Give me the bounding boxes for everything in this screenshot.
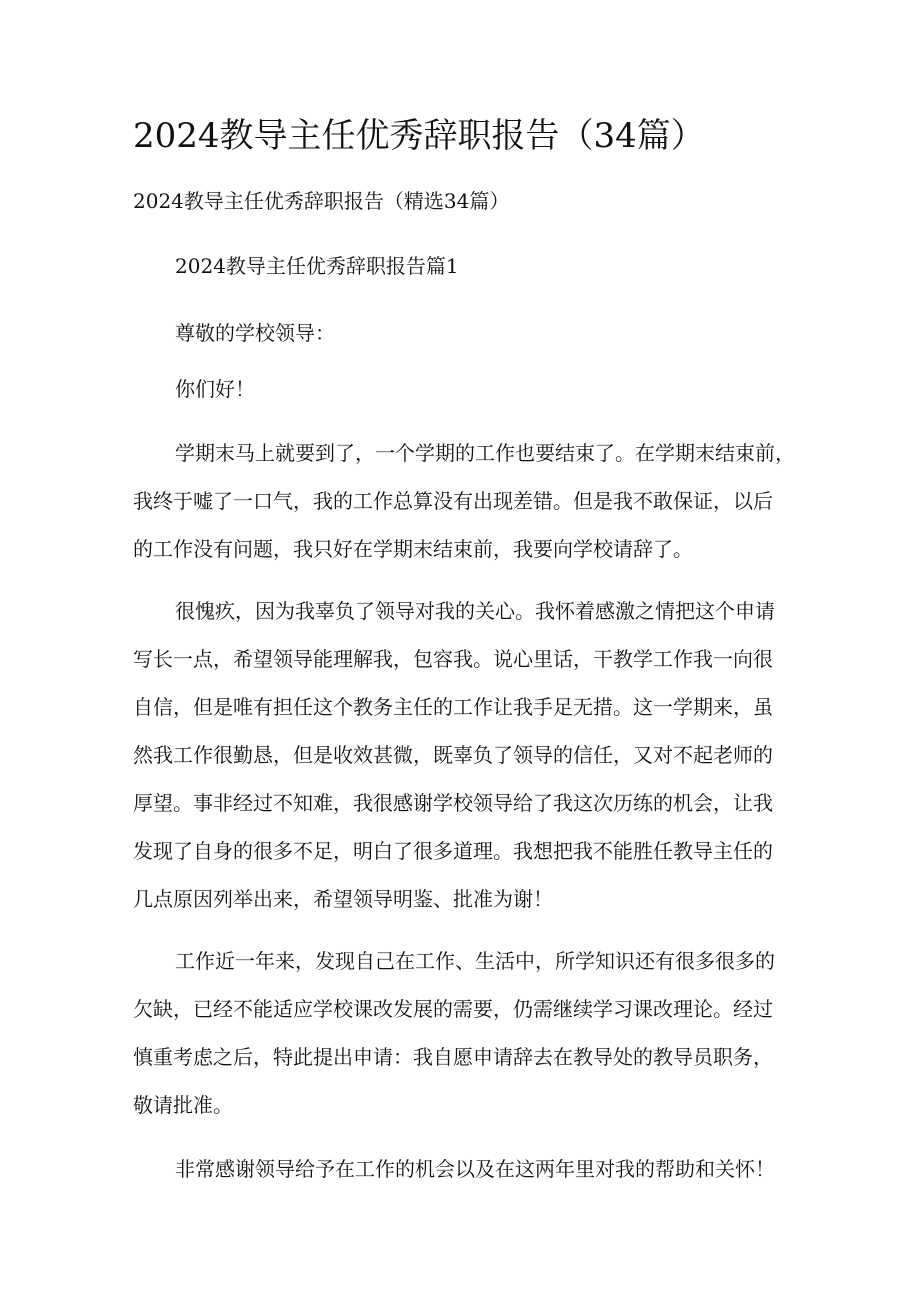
paragraph-2-line-2: 写长一点，希望领导能理解我，包容我。说心里话，干教学工作我一向很 — [133, 647, 773, 671]
document-title: 2024教导主任优秀辞职报告（34篇） — [133, 116, 705, 156]
paragraph-1-line-2: 我终于嘘了一口气，我的工作总算没有出现差错。但是我不敢保证，以后 — [133, 489, 773, 513]
paragraph-2-line-6: 发现了自身的很多不足，明白了很多道理。我想把我不能胜任教导主任的 — [133, 839, 773, 863]
salutation: 尊敬的学校领导： — [175, 321, 335, 345]
greeting: 你们好！ — [175, 377, 255, 401]
document-subtitle: 2024教导主任优秀辞职报告（精选34篇） — [133, 189, 510, 213]
paragraph-3-line-4: 敬请批准。 — [133, 1093, 233, 1117]
paragraph-3-line-3: 慎重考虑之后，特此提出申请：我自愿申请辞去在教导处的教导员职务， — [133, 1045, 773, 1069]
paragraph-1-line-3: 的工作没有问题，我只好在学期末结束前，我要向学校请辞了。 — [133, 537, 693, 561]
paragraph-2-line-5: 厚望。事非经过不知难，我很感谢学校领导给了我这次历练的机会，让我 — [133, 791, 773, 815]
paragraph-3-line-2: 欠缺，已经不能适应学校课改发展的需要，仍需继续学习课改理论。经过 — [133, 997, 773, 1021]
paragraph-2-line-4: 然我工作很勤恳，但是收效甚微，既辜负了领导的信任，又对不起老师的 — [133, 743, 773, 767]
section-heading: 2024教导主任优秀辞职报告篇1 — [175, 254, 459, 278]
paragraph-2-line-3: 自信，但是唯有担任这个教务主任的工作让我手足无措。这一学期来，虽 — [133, 695, 773, 719]
paragraph-2-line-7: 几点原因列举出来，希望领导明鉴、批准为谢！ — [133, 887, 553, 911]
paragraph-4-line-1: 非常感谢领导给予在工作的机会以及在这两年里对我的帮助和关怀！ — [175, 1157, 775, 1181]
paragraph-2-line-1: 很愧疚，因为我辜负了领导对我的关心。我怀着感激之情把这个申请 — [175, 599, 775, 623]
paragraph-3-line-1: 工作近一年来，发现自己在工作、生活中，所学知识还有很多很多的 — [175, 949, 775, 973]
paragraph-1-line-1: 学期末马上就要到了，一个学期的工作也要结束了。在学期末结束前， — [175, 441, 795, 465]
